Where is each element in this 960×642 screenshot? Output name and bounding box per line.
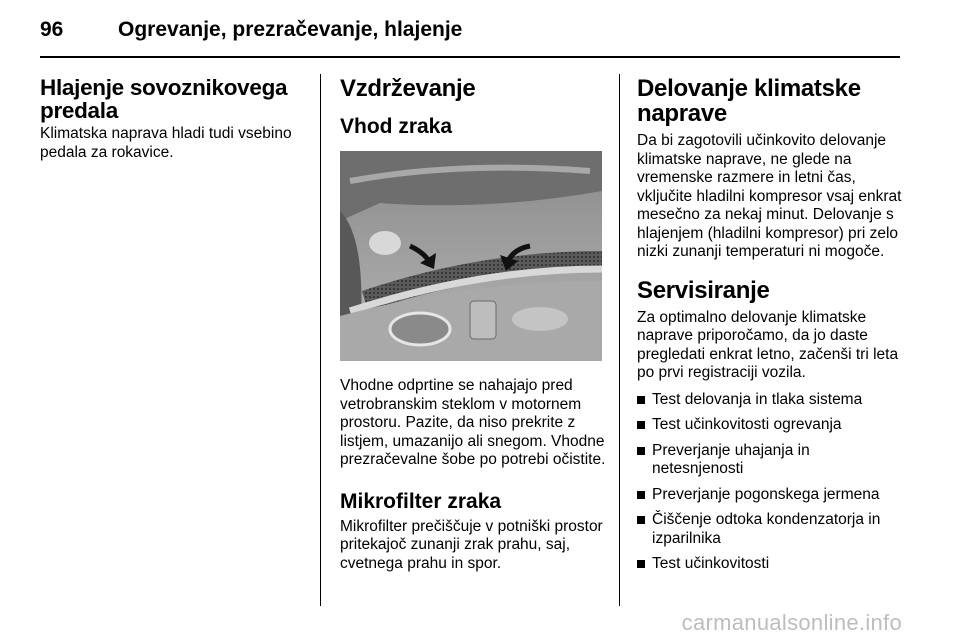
service-checklist: [637, 391, 902, 574]
section-heading-ac-operation: Delovanje klimatske naprave: [637, 75, 861, 127]
bullet-icon: [637, 396, 645, 404]
bullet-icon: [637, 447, 645, 455]
servicing-text: Za optimalno delovanje klimatske naprave priporočamo, da jo daste pregledati enkrat letno, začenši tri leta po prvi registraciji vozila.: [637, 308, 899, 381]
subheading-microfilter: Mikrofilter zraka: [340, 489, 502, 513]
microfilter-text: Mikrofilter prečiščuje v potniški prostor pritekajoč zunanji zrak prahu, saj, cvetnega prahu in spor.: [340, 517, 603, 572]
chapter-title: Ogrevanje, prezračevanje, hlajenje: [118, 18, 463, 41]
column-3: [637, 76, 902, 581]
bullet-icon: [637, 421, 645, 429]
column-divider-2: [619, 74, 620, 606]
subheading-air-intake: Vhod zraka: [340, 115, 453, 138]
bullet-icon: [637, 491, 645, 499]
air-intake-photo: [340, 151, 602, 361]
column-2: [340, 76, 606, 573]
bullet-icon: [637, 560, 645, 568]
list-item: Test učinkovitosti ogrevanja: [637, 416, 902, 435]
header-rule: [40, 56, 900, 58]
section-heading-servicing: Servisiranje: [637, 276, 770, 304]
list-item: Test delovanja in tlaka sistema: [637, 391, 902, 410]
ac-operation-text: Da bi zagotovili učinkovito delovanje klimatske naprave, ne glede na vremenske razmere in letni čas, vključite hladilni kompresor vsaj enkrat mesečno za nekaj minut. Delovanje s hlajenjem (hladilni kompresor) pri zelo nizki zunanji temperaturi ni mogoče.: [637, 132, 902, 260]
list-item: Čiščenje odtoka kondenzatorja in izparilnika: [637, 511, 902, 548]
section-heading-glovebox-cooling: Hlajenje sovoznikovega predala: [40, 75, 288, 123]
list-item: Preverjanje uhajanja in netesnjenosti: [637, 442, 902, 479]
glovebox-cooling-text: Klimatska naprava hladi tudi vsebino pedala za rokavice.: [40, 125, 292, 161]
column-divider-1: [320, 74, 321, 606]
engine-bay-illustration: [340, 151, 602, 361]
page-header: [40, 18, 462, 42]
section-heading-maintenance: Vzdrževanje: [340, 75, 476, 102]
watermark: carmanualsonline.info: [681, 610, 902, 635]
list-item: Preverjanje pogonskega jermena: [637, 486, 902, 505]
column-1: [40, 76, 310, 162]
bullet-icon: [637, 516, 645, 524]
air-intake-text: Vhodne odprtine se nahajajo pred vetrobranskim steklom v motornem prostoru. Pazite, da niso prekrite z listjem, umazanijo ali snegom. Vhodne prezračevalne šobe po potrebi očistite.: [340, 377, 606, 468]
list-item: Test učinkovitosti: [637, 555, 902, 574]
page-number: 96: [40, 18, 64, 41]
